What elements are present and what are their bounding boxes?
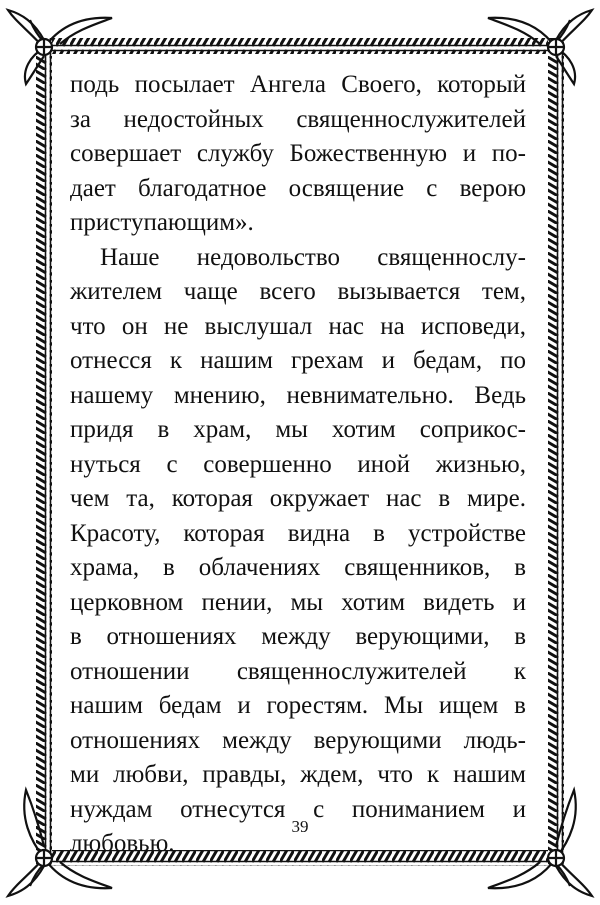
text-line: дает благодатное освящение с верою [70,174,526,202]
top-rope-border [36,38,564,54]
paragraph-2 [70,241,526,862]
paragraph-1 [70,68,526,241]
text-line: нуться с совершенно иной жизнью, [70,450,526,478]
text-line: церковном пении, мы хотим видеть и [70,588,526,616]
text-line: отнесся к нашим грехам и бедам, по [70,347,526,374]
text-line: совершает службу Божественную и по- [70,140,526,167]
text-line: Красоту, которая видна в устройстве [70,519,526,547]
text-line: приступающим». [70,209,254,236]
right-rope-border [548,38,564,866]
left-rope-border [36,38,52,866]
text-line: отношении священнослужителей к [70,657,526,685]
text-line: нашим бедам и горестям. Мы ищем в [70,692,526,719]
text-line: подь посылает Ангела Своего, который [70,71,526,98]
text-line: ми любви, правды, ждем, что к нашим [70,761,526,788]
text-line: нашему мнению, невнимательно. Ведь [70,381,526,409]
text-line: отношениях между верующими людь- [70,726,526,754]
page-number: 39 [291,817,309,836]
text-line: жителем чаще всего вызывается тем, [70,278,526,305]
text-line: чем та, которая окружает нас в мире. [70,485,526,512]
text-line: Наше недовольство священнослу- [100,243,526,271]
page-body-text [70,68,526,862]
text-line: что он не выслушал нас на исповеди, [70,312,526,340]
text-line: придя в храм, мы хотим соприкос- [70,416,526,443]
text-line: в отношениях между верующими, в [70,623,526,650]
text-line: нуждам отнесутся с пониманием и [70,795,526,823]
text-line: за недостойных священнослужителей [70,105,526,133]
text-line: любовью. [70,830,175,857]
text-line: храма, в облачениях священников, в [70,554,526,581]
